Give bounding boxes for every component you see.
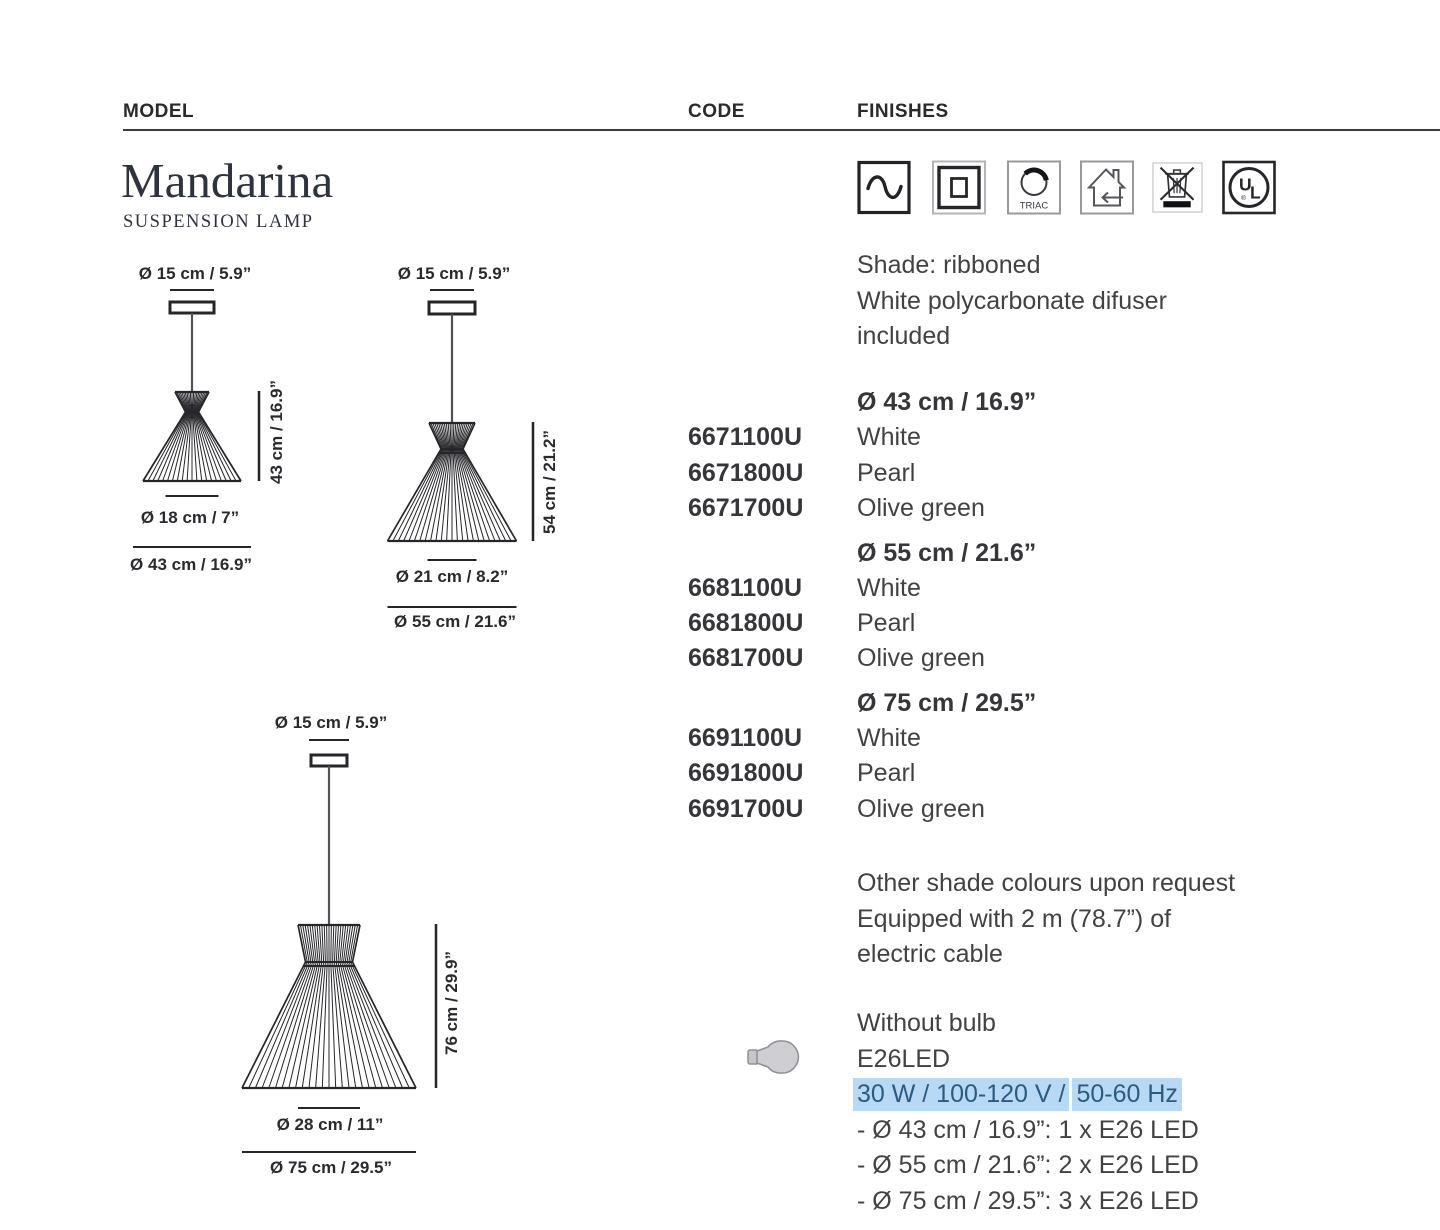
code-finish-row <box>688 494 985 530</box>
finish-name: White <box>857 574 921 602</box>
note-line: Other shade colours upon request <box>857 869 1236 897</box>
lamp-diagram-55cm <box>360 282 570 612</box>
shade-info-line: White polycarbonate difuser <box>857 286 1167 315</box>
bulb-count-line: - Ø 55 cm / 21.6”: 2 x E26 LED <box>857 1151 1199 1179</box>
weee-disposal-icon <box>1152 160 1203 215</box>
column-header-finishes: FINISHES <box>857 101 949 122</box>
triac-label: TRIAC <box>1019 200 1049 212</box>
diagram2-mid-diameter-label: Ø 21 cm / 8.2” <box>395 567 509 586</box>
indoor-use-icon <box>1080 160 1134 215</box>
finish-name: Pearl <box>857 609 916 637</box>
diagram3-mid-diameter-label: Ø 28 cm / 11” <box>276 1115 384 1134</box>
ul-registered-mark: ® <box>1241 195 1246 202</box>
bulb-info-line: E26LED <box>857 1044 951 1073</box>
diagram2-top-diameter-label: Ø 15 cm / 5.9” <box>397 264 511 283</box>
electrical-spec-highlight: 30 W / 100-120 V / <box>853 1078 1069 1111</box>
product-code: 6671700U <box>688 494 804 522</box>
product-code: 6681800U <box>688 609 804 637</box>
notes <box>857 866 1235 973</box>
product-code: 6671800U <box>688 459 804 487</box>
product-code: 6681700U <box>688 644 804 672</box>
code-finish-row <box>688 644 985 680</box>
electrical-spec-highlight: 50-60 Hz <box>1072 1078 1181 1111</box>
product-type: SUSPENSION LAMP <box>123 212 314 232</box>
product-code: 6681100U <box>688 574 803 602</box>
bulb-count-line: - Ø 43 cm / 16.9”: 1 x E26 LED <box>857 1115 1199 1144</box>
shade-info-line: Shade: ribboned <box>857 251 1041 279</box>
code-finish-row <box>688 795 985 831</box>
light-bulb-icon <box>744 1036 808 1078</box>
bulb-info <box>857 1006 1199 1219</box>
product-code: 6691100U <box>688 724 803 752</box>
diagram2-height-label: 54 cm / 21.2” <box>540 430 559 534</box>
size-heading-55: Ø 55 cm / 21.6” <box>857 539 1037 567</box>
ul-listed-icon <box>1222 160 1276 215</box>
header-divider <box>123 129 1440 131</box>
code-finish-row <box>688 574 921 610</box>
diagram3-height-label: 76 cm / 29.9” <box>442 951 461 1055</box>
bulb-info-line: Without bulb <box>857 1009 996 1037</box>
diagram3-top-diameter-label: Ø 15 cm / 5.9” <box>274 713 388 732</box>
diagram3-bottom-diameter-label: Ø 75 cm / 29.5” <box>270 1158 392 1177</box>
note-line: electric cable <box>857 940 1003 968</box>
ac-current-icon <box>857 160 911 215</box>
finish-name: Olive green <box>857 795 985 823</box>
class-ii-insulation-icon <box>932 160 986 215</box>
finish-name: Pearl <box>857 459 916 487</box>
shade-info <box>857 248 1167 355</box>
product-code: 6691800U <box>688 759 804 787</box>
page-title: Mandarina <box>121 153 334 208</box>
code-finish-row <box>688 459 916 495</box>
ul-letter-u: U <box>1239 174 1252 195</box>
finish-name: Pearl <box>857 759 916 787</box>
finish-name: White <box>857 423 921 451</box>
shade-info-line: included <box>857 322 951 350</box>
code-finish-row <box>688 724 921 760</box>
finish-name: Olive green <box>857 494 985 522</box>
electrical-spec-line <box>857 1077 1199 1113</box>
code-finish-row <box>688 609 916 645</box>
column-header-code: CODE <box>688 101 745 122</box>
diagram1-bottom-diameter-label: Ø 43 cm / 16.9” <box>130 555 252 574</box>
note-line: Equipped with 2 m (78.7”) of <box>857 904 1172 933</box>
size-heading-75: Ø 75 cm / 29.5” <box>857 689 1037 717</box>
product-code: 6691700U <box>688 795 804 823</box>
bulb-count-line: - Ø 75 cm / 29.5”: 3 x E26 LED <box>857 1186 1199 1215</box>
diagram2-bottom-diameter-label: Ø 55 cm / 21.6” <box>394 612 516 631</box>
diagram1-mid-diameter-label: Ø 18 cm / 7” <box>140 508 240 527</box>
column-header-model: MODEL <box>123 101 195 122</box>
code-finish-row <box>688 423 921 459</box>
code-finish-row <box>688 759 916 795</box>
diagram1-top-diameter-label: Ø 15 cm / 5.9” <box>138 264 252 283</box>
diagram1-height-label: 43 cm / 16.9” <box>267 380 286 484</box>
finish-name: White <box>857 724 921 752</box>
lamp-diagram-75cm <box>220 732 460 1157</box>
product-code: 6671100U <box>688 423 803 451</box>
size-heading-43: Ø 43 cm / 16.9” <box>857 388 1037 416</box>
finish-name: Olive green <box>857 644 985 672</box>
triac-dimmer-icon <box>1007 160 1061 215</box>
ul-letter-l: L <box>1250 182 1261 203</box>
